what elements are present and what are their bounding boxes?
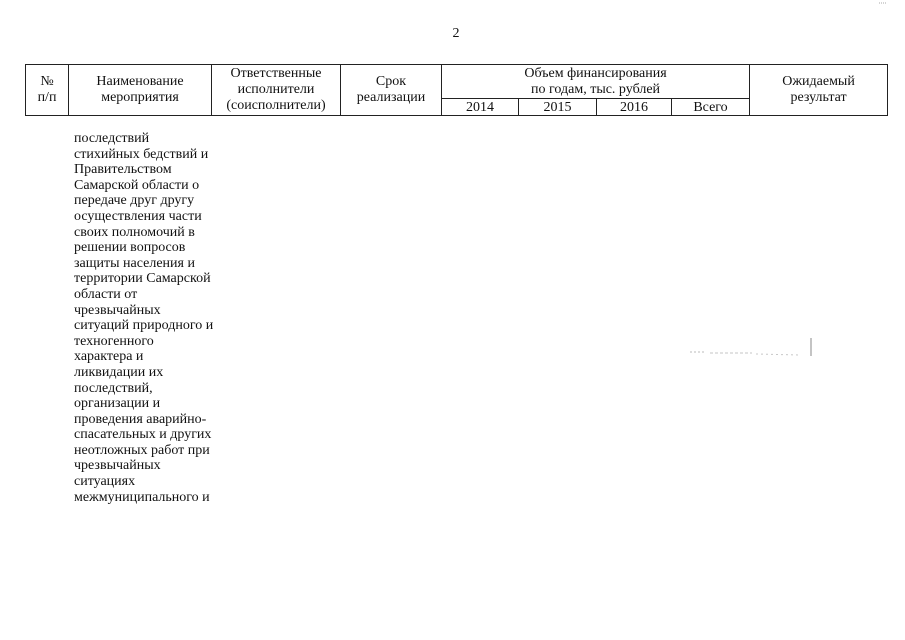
scan-artifact <box>690 336 820 366</box>
text-line: осуществления части <box>74 208 202 224</box>
text-line: межмуниципального и <box>74 489 210 505</box>
text-line: ситуаций природного и <box>74 318 214 334</box>
text-line: чрезвычайных <box>74 302 161 318</box>
header-year-2015: 2015 <box>519 99 597 116</box>
scan-artifact-corner <box>879 0 887 6</box>
text-line: Самарской области о <box>74 177 200 193</box>
header-funding-line-1: Объем финансирования <box>524 65 667 81</box>
header-cell-term <box>341 65 442 116</box>
header-cell-result <box>750 65 888 116</box>
text-line: проведения аварийно- <box>74 411 207 427</box>
header-responsible-line-2: исполнители <box>237 82 315 97</box>
text-line: области от <box>74 286 138 302</box>
text-line: стихийных бедствий и <box>74 146 209 162</box>
header-name-line-2: мероприятия <box>101 90 179 105</box>
text-line: территории Самарской <box>74 271 211 287</box>
text-line: чрезвычайных <box>74 458 161 474</box>
header-cell-name <box>69 65 212 116</box>
header-result-line-1: Ожидаемый <box>782 74 855 89</box>
text-line: Правительством <box>74 162 172 178</box>
text-line: техногенного <box>74 333 154 349</box>
header-cell-number <box>26 65 69 116</box>
header-number-line-2: п/п <box>37 90 57 105</box>
text-line: последствий <box>74 131 150 146</box>
text-line: своих полномочий в <box>74 224 195 240</box>
header-term-line-2: реализации <box>356 90 426 105</box>
text-line: характера и <box>74 349 144 365</box>
text-line: ликвидации их <box>74 364 164 380</box>
measure-name-text <box>74 131 234 505</box>
header-term-line-1: Срок <box>375 74 407 89</box>
header-cell-responsible <box>212 65 341 116</box>
text-line: ситуациях <box>74 474 136 490</box>
header-year-2016: 2016 <box>597 99 672 116</box>
header-result-line-2: результат <box>790 90 847 105</box>
header-number-line-1: № <box>40 74 54 89</box>
header-year-2014: 2014 <box>442 99 519 116</box>
table-header <box>25 64 888 116</box>
text-line: спасательных и других <box>74 427 212 443</box>
text-line: защиты населения и <box>74 255 195 271</box>
header-responsible-line-1: Ответственные <box>230 66 322 81</box>
header-name-line-1: Наименование <box>96 74 184 89</box>
page-number: 2 <box>452 26 460 41</box>
header-cell-funding <box>442 65 750 99</box>
text-line: передаче друг другу <box>74 193 195 209</box>
text-line: решении вопросов <box>74 240 186 256</box>
text-line: неотложных работ при <box>74 442 210 458</box>
header-funding-line-2: по годам, тыс. рублей <box>531 81 661 97</box>
text-line: последствий, <box>74 380 153 396</box>
text-line: организации и <box>74 396 161 412</box>
header-responsible-line-3: (соисполнители) <box>226 98 326 113</box>
header-total: Всего <box>672 99 750 116</box>
